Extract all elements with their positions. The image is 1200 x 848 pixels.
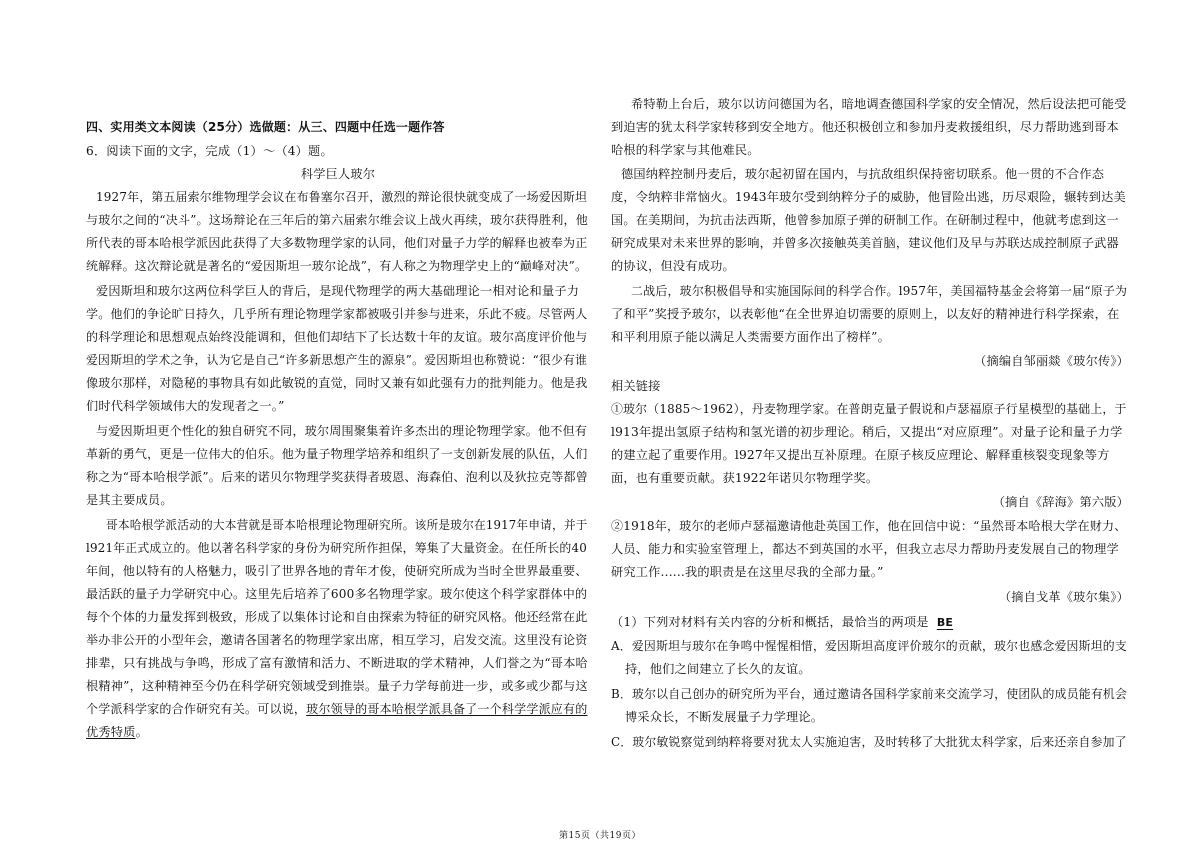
end-punctuation: 。	[135, 725, 148, 739]
paragraph-line: 德国纳粹控制丹麦后，玻尔起初留在国内，与抗敌组织保持密切联系。他一贯的不合作态	[621, 167, 1105, 181]
paragraph-line: 二战后，玻尔积极倡导和实施国际间的科学合作。l957年，美国福特基金会将第一届“原子为	[631, 284, 1128, 298]
paragraph-text: 个学派科学家的合作研究有关。可以说，	[86, 702, 307, 716]
option-line: C．玻尔敏锐察觉到纳粹将要对犹太人实施迫害，及时转移了大批犹太科学家，后来还亲自参加了	[611, 735, 1127, 749]
paragraph-line: 与爱因斯坦更个性化的独自研究不同，玻尔周围聚集着许多杰出的理论物理学家。他不但有	[96, 424, 588, 438]
paragraph-line: 的科学理论和思想观点始终没能调和，但他们却结下了长达数十年的友谊。玻尔高度评价他与	[86, 330, 588, 344]
paragraph-line: 革新的勇气，更是一位伟大的伯乐。他为量子物理学培养和组织了一支创新发展的队伍，人们	[86, 447, 588, 461]
paragraph-line	[86, 724, 148, 740]
paragraph-line-with-underline	[86, 701, 588, 717]
paragraph-line: 年间，他以特有的人格魅力，吸引了世界各地的青年才俊，使研究所成为当时全世界最重要、	[86, 564, 588, 578]
paragraph-line: 们时代科学领域伟大的发现者之一。”	[86, 399, 285, 413]
question-1-stem	[611, 614, 963, 631]
source-citation: （摘编自邹丽燚《玻尔传》）	[974, 354, 1129, 368]
option-line: B．玻尔以自己创办的研究所为平台，通过邀请各国科学家前来交流学习，使团队的成员能有机会	[611, 687, 1128, 701]
paragraph-line: 到迫害的犹太科学家转移到安全地方。他还积极创立和参加丹麦救援组织，尽力帮助逃到哥本	[611, 120, 1119, 134]
paragraph-line: 每个个体的力量发挥到极致，形成了以集体讨论和自由探索为特征的研究风格。他还经常在此	[86, 610, 588, 624]
option-line: 持，他们之间建立了长久的友谊。	[625, 662, 811, 676]
paragraph-line: 和平利用原子能以满足人类需要方面作出了榜样”。	[611, 330, 890, 344]
related-link-line: 人员、能力和实验室管理上，都达不到英国的水平，但我立志尽力帮助丹麦发展自己的物理学	[611, 542, 1119, 556]
paragraph-line: 的协议，但没有成功。	[611, 259, 735, 273]
paragraph-line: 最活跃的量子力学研究中心。这里先后培养了600多名物理学家。玻尔使这个科学家群体中的	[86, 587, 588, 601]
paragraph-line: 1927年，第五届索尔维物理学会议在布鲁塞尔召开，激烈的辩论很快就变成了一场爱因斯坦	[96, 190, 588, 204]
question-1-answer: BE	[936, 616, 954, 629]
paragraph-line: 像玻尔那样，对隐秘的事物具有如此敏锐的直觉，同时又兼有如此强有力的批判能力。他是我	[86, 376, 588, 390]
related-link-line: 面，也有重要贡献。获1922年诺贝尔物理学奖。	[611, 471, 879, 485]
paragraph-line: l921年正式成立的。他以著名科学家的身份为研究所作担保，筹集了大量资金。在任所长的40	[86, 541, 587, 555]
paragraph-line: 爱因斯坦的学术之争，认为它是自己“许多新思想产生的源泉”。爱因斯坦也称赞说：“很少有谁	[86, 353, 588, 367]
paragraph-line: 是其主要成员。	[86, 493, 173, 507]
option-line: A．爱因斯坦与玻尔在争鸣中惺惺相惜，爱因斯坦高度评价玻尔的贡献，玻尔也感念爱因斯坦的支	[611, 639, 1127, 653]
related-link-line: ②1918年，玻尔的老师卢瑟福邀请他赴英国工作，他在回信中说：“虽然哥本哈根大学在财力、	[611, 519, 1127, 533]
paragraph-line: 所代表的哥本哈根学派因此获得了大多数物理学家的认同，他们对量子力学的解释也被奉为正	[86, 236, 588, 250]
source-citation: （摘自戈革《玻尔集》）	[998, 590, 1129, 604]
paragraph-line: 爱因斯坦和玻尔这两位科学巨人的背后，是现代物理学的两大基础理论一相对论和量子力	[96, 284, 580, 298]
paragraph-line: 希特勒上台后，玻尔以访问德国为名，暗地调查德国科学家的安全情况，然后设法把可能受	[631, 97, 1127, 111]
article-title: 科学巨人玻尔	[300, 167, 376, 181]
page-footer: 第15页（共19页）	[559, 831, 641, 841]
option-line: 博采众长，不断发展量子力学理论。	[625, 710, 824, 724]
paragraph-line: 了和平”奖授予玻尔，以表彰他“在全世界迫切需要的原则上，以友好的精神进行科学探索，在	[611, 307, 1120, 321]
paragraph-line: 举办非公开的小型年会，邀请各国著名的物理学家出席，相互学习，启发交流。这里没有论资	[86, 633, 588, 647]
paragraph-line: 研究成果对未来世界的影响，并曾多次接触英美首脑，建议他们及早与苏联达成控制原子武器	[611, 236, 1119, 250]
related-link-line: l913年提出氢原子结构和氢光谱的初步理论。稍后，又提出“对应原理”。对量子论和量子力学	[611, 425, 1123, 439]
section-title: 四、实用类文本阅读（25分）选做题：从三、四题中任选一题作答	[86, 120, 445, 134]
related-links-heading: 相关链接	[611, 379, 661, 393]
paragraph-line: 哥本哈根学派活动的大本营就是哥本哈根理论物理研究所。该所是玻尔在1917年申请，并于	[106, 518, 588, 532]
paragraph-line: 根精神”，这种精神至今仍在科学研究领域受到推崇。量子力学每前进一步，或多或少都与这	[86, 679, 588, 693]
underlined-sentence-end: 优秀特质	[86, 725, 136, 739]
source-citation: （摘自《辞海》第六版）	[992, 495, 1129, 509]
paragraph-line: 学。他们的争论旷日持久，几乎所有理论物理学家都被吸引并参与进来，乐此不疲。尽管两人	[86, 307, 588, 321]
related-link-line: 研究工作......我的职责是在这里尽我的全部力量。”	[611, 565, 884, 579]
underlined-sentence: 玻尔领导的哥本哈根学派具备了一个科学学派应有的	[306, 702, 588, 716]
related-link-line: 的建立起了重要作用。l927年又提出互补原理。在原子核反应理论、解释重核裂变现象等方	[611, 448, 1110, 462]
question-intro: 6．阅读下面的文字，完成（1）～（4）题。	[86, 144, 333, 158]
paragraph-line: 统解释。这次辩论就是著名的“爱因斯坦一玻尔论战”，有人称之为物理学史上的“巅峰对决”。	[86, 259, 588, 273]
paragraph-line: 哈根的科学家与其他难民。	[611, 143, 760, 157]
paragraph-line: 排辈，只有挑战与争鸣，形成了富有激情和活力、不断进取的学术精神，人们誉之为“哥本哈	[86, 656, 588, 670]
paragraph-line: 国。在美期间，为抗击法西斯，他曾参加原子弹的研制工作。在研制过程中，他就考虑到这一	[611, 213, 1119, 227]
paragraph-line: 与玻尔之间的“决斗”。这场辩论在三年后的第六届索尔维会议上战火再续，玻尔获得胜利，他	[86, 213, 588, 227]
related-link-line: ①玻尔（1885～1962），丹麦物理学家。在普朗克量子假说和卢瑟福原子行星模型的基础上，于	[611, 402, 1127, 416]
paragraph-line: 称之为“哥本哈根学派”。后来的诺贝尔物理学奖获得者玻恩、海森伯、泡利以及狄拉克等都曾	[86, 470, 588, 484]
question-1-text: （1）下列对材料有关内容的分析和概括，最恰当的两项是	[611, 615, 929, 629]
paragraph-line: 度，令纳粹非常恼火。1943年玻尔受到纳粹分子的威胁，他冒险出逃，历尽艰险，辗转到达美	[611, 190, 1126, 204]
